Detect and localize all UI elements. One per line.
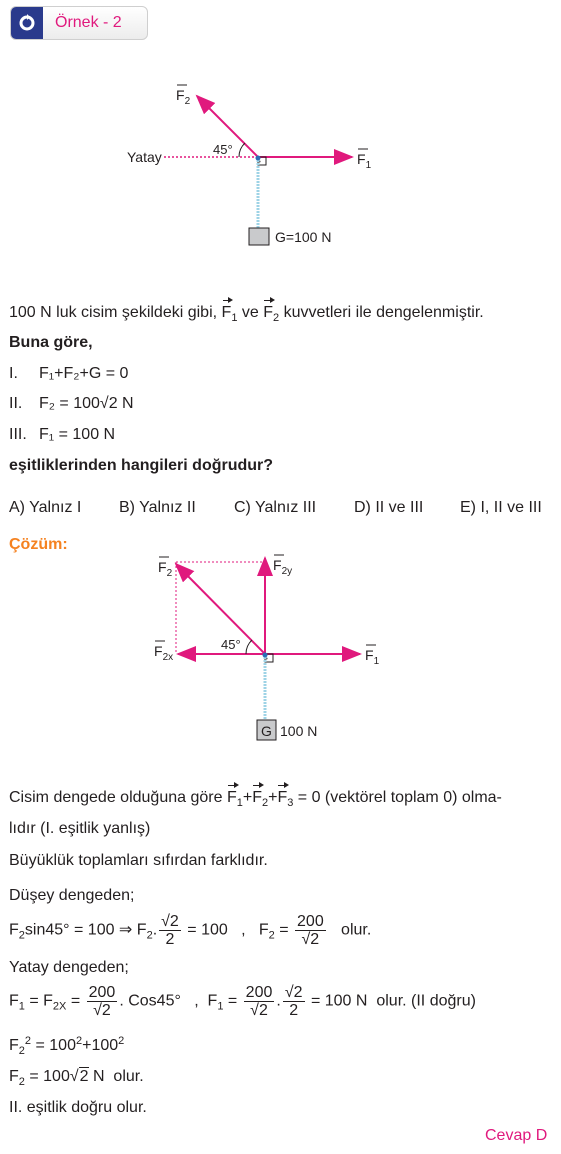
item-2: II. F₂ = 100√2 N <box>9 395 134 412</box>
f2-label: $F_2$ <box>176 87 191 107</box>
angle-label: 45° <box>213 142 233 157</box>
solution-line-4: Düşey dengeden; <box>9 887 135 904</box>
svg-text:F2x: $F_{2x}$ <box>154 643 174 663</box>
figure-1 <box>0 70 561 260</box>
solution-title: Çözüm: <box>9 536 68 553</box>
option-e[interactable]: E) I, II ve III <box>460 499 542 516</box>
ring-icon <box>11 7 43 39</box>
question-ask: eşitliklerinden hangileri doğrudur? <box>9 457 274 474</box>
svg-text:100 N: 100 N <box>280 723 318 739</box>
buna-gore: Buna göre, <box>9 334 93 351</box>
vertical-equation: $F_2\sin 45^\circ = 100$ ⇒ $F_2$. $\frac{√2}{2}$ = 100 , $F_2$ = $\frac{200}{√2}$ olur. <box>9 913 372 948</box>
weight-label: G=100 N <box>275 229 332 245</box>
svg-text:F2y: $F_{2y}$ <box>273 557 293 577</box>
solution-line-10: II. eşitlik doğru olur. <box>9 1099 147 1116</box>
solution-line-6: Yatay dengeden; <box>9 959 129 976</box>
weight-block <box>249 228 269 245</box>
svg-text:45°: 45° <box>221 637 241 652</box>
example-badge <box>10 6 148 40</box>
svg-text:F2: $F_2$ <box>158 559 173 579</box>
example-label: Örnek - 2 <box>55 14 122 31</box>
answer-label: Cevap D <box>485 1127 548 1144</box>
f2-result: $F_2 = 100√2$ N olur. <box>9 1068 144 1088</box>
question-stem: 100 N luk cisim şekildeki gibi, $F_1$ ve $F_2$ kuvvetleri ile dengelenmiştir. <box>9 304 484 324</box>
figure-2 <box>0 552 561 752</box>
option-a[interactable]: A) Yalnız I <box>9 499 82 516</box>
svg-text:F1: $F_1$ <box>365 647 380 667</box>
option-b[interactable]: B) Yalnız II <box>119 499 196 516</box>
horizontal-equation: $F_1 = F_{2X}$ = $\frac{200}{√2}$ . Cos45° , $F_1$ = $\frac{200}{√2}$ . $\frac{√2}{2}$ = 100 N olur. (II doğru) <box>9 984 476 1019</box>
solution-line-1: Cisim dengede olduğuna göre $F_1+F_2+F_3 = 0$ (vektörel toplam 0) olma- <box>9 789 502 809</box>
option-c[interactable]: C) Yalnız III <box>234 499 317 516</box>
solution-line-2: lıdır (I. eşitlik yanlış) <box>9 820 151 837</box>
square-equation: $F_2^2 = 100^2+100^2$ <box>9 1035 125 1057</box>
option-d[interactable]: D) II ve III <box>354 499 424 516</box>
svg-text:G: G <box>261 723 272 739</box>
yatay-label: Yatay <box>127 149 162 165</box>
solution-line-3: Büyüklük toplamları sıfırdan farklıdır. <box>9 852 268 869</box>
f1-label: $F_1$ <box>357 151 372 171</box>
item-3: III. F₁ = 100 N <box>9 426 116 443</box>
item-1: I. F₁+F₂+G = 0 <box>9 365 129 382</box>
